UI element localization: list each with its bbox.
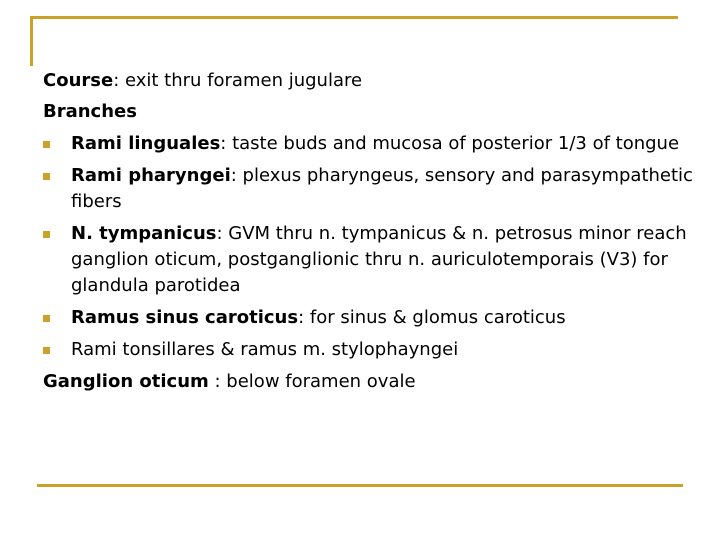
list-item-text	[71, 337, 693, 363]
list-item-text	[71, 221, 693, 299]
branch-description: : taste buds and mucosa of posterior 1/3 of tongue	[220, 133, 680, 154]
slide-frame-left-rule	[30, 16, 33, 66]
list-item	[43, 337, 693, 363]
list-item-text	[71, 305, 693, 331]
ganglion-text: : below foramen ovale	[208, 371, 416, 392]
branch-description: : for sinus & glomus caroticus	[298, 307, 566, 328]
square-bullet-icon	[43, 141, 50, 148]
list-item	[43, 163, 693, 215]
list-item	[43, 221, 693, 299]
list-item	[43, 305, 693, 331]
slide-content	[43, 68, 693, 395]
branch-term: N. tympanicus	[71, 223, 217, 244]
branch-description: : GVM thru n. tympanicus & n. petrosus minor reach ganglion oticum, postganglionic thru n. auriculotemporais (V3) for glandula parotidea	[71, 223, 687, 296]
list-item-text	[71, 131, 693, 157]
ganglion-term: Ganglion oticum	[43, 371, 209, 392]
branch-term: Rami linguales	[71, 133, 221, 154]
course-term: Course	[43, 70, 114, 91]
square-bullet-icon	[43, 231, 50, 238]
branches-list	[43, 131, 693, 363]
branch-description: : plexus pharyngeus, sensory and parasympathetic fibers	[71, 165, 693, 212]
branch-term: Rami pharyngei	[71, 165, 231, 186]
ganglion-line	[43, 369, 693, 395]
branches-heading-text: Branches	[43, 101, 137, 122]
list-item-text	[71, 163, 693, 215]
square-bullet-icon	[43, 347, 50, 354]
branch-description: Rami tonsillares & ramus m. stylophayngei	[71, 339, 459, 360]
slide-frame-bottom-rule	[37, 484, 683, 487]
square-bullet-icon	[43, 315, 50, 322]
square-bullet-icon	[43, 173, 50, 180]
course-text: : exit thru foramen jugulare	[113, 70, 363, 91]
list-item	[43, 131, 693, 157]
slide-frame-top-rule	[30, 16, 678, 19]
branch-term: Ramus sinus caroticus	[71, 307, 299, 328]
course-line	[43, 68, 693, 94]
branches-heading	[43, 99, 693, 125]
